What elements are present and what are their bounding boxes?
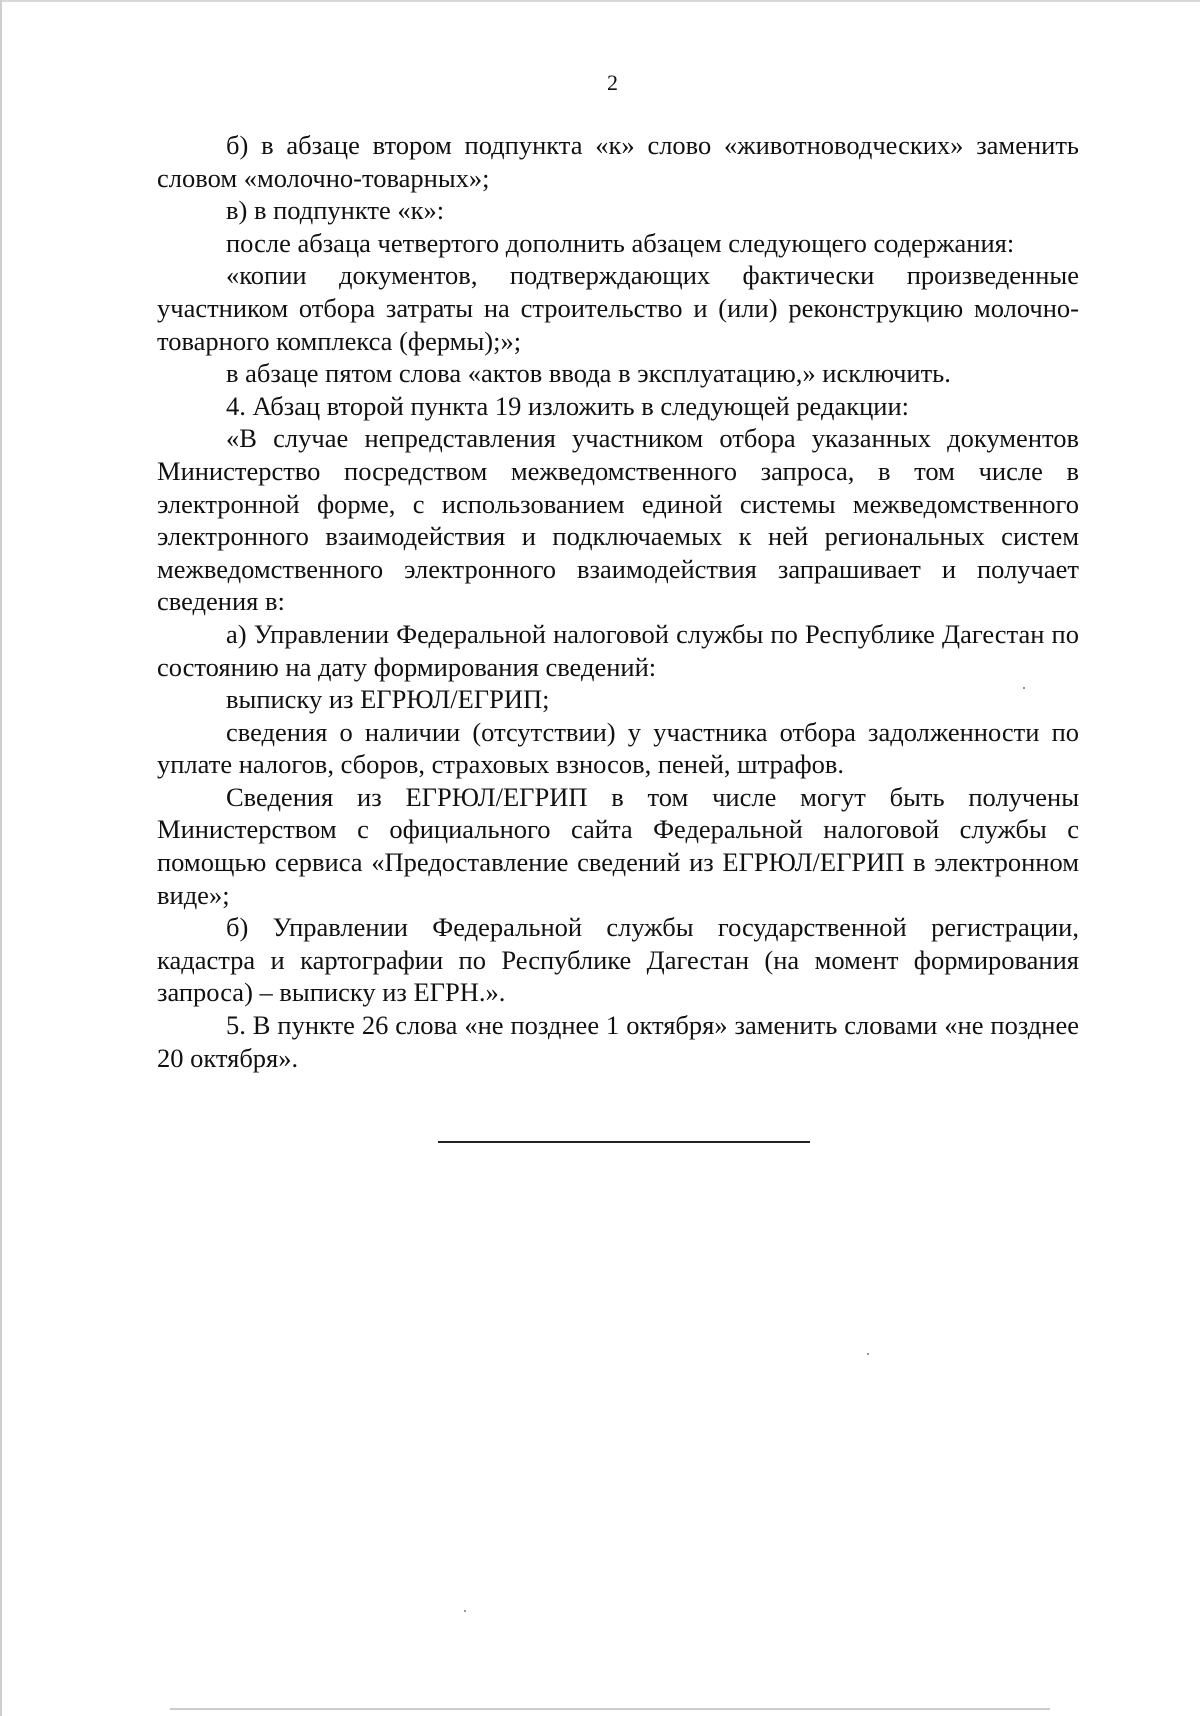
scan-edge-left	[0, 0, 2, 1716]
scan-speck	[464, 1610, 466, 1612]
paragraph: после абзаца четвертого дополнить абзацем следующего содержания:	[226, 227, 1015, 258]
scan-speck	[1023, 687, 1025, 689]
paragraph: выписку из ЕГРЮЛ/ЕГРИП;	[226, 684, 550, 715]
paragraph: сведения о наличии (отсутствии) у участника отбора задолженности по уплате налогов, сборов, страховых взносов, пеней, штрафов.	[157, 716, 1079, 780]
paragraph: 5. В пункте 26 слова «не позднее 1 октября» заменить словами «не позднее 20 октября».	[157, 1010, 1079, 1073]
scan-edge-top	[0, 0, 1200, 2]
closing-rule	[438, 1141, 810, 1143]
page-number: 2	[607, 70, 618, 95]
scan-speck	[867, 1353, 869, 1355]
paragraph: а) Управлении Федеральной налоговой службы по Республике Дагестан по состоянию на дату формирования сведений:	[157, 618, 1079, 682]
paragraph: Сведения из ЕГРЮЛ/ЕГРИП в том числе могут быть получены Министерством с официального сайта Федеральной налоговой службы с помощью сервиса «Предоставление сведений из ЕГРЮЛ/ЕГРИП в электронном виде»;	[157, 781, 1079, 910]
paragraph: «копии документов, подтверждающих фактически произведенные участником отбора затраты на строительство и (или) реконструкцию молочно-товарного комплекса (фермы);»;	[157, 260, 1079, 356]
paragraph: б) в абзаце втором подпункта «к» слово «животноводческих» заменить словом «молочно-товарных»;	[157, 130, 1079, 193]
paragraph: 4. Абзац второй пункта 19 изложить в следующей редакции:	[226, 390, 909, 421]
paragraph: в) в подпункте «к»:	[226, 195, 445, 226]
paragraph: в абзаце пятом слова «актов ввода в эксплуатацию,» исключить.	[226, 358, 951, 389]
document-body	[157, 129, 1079, 1074]
scan-edge-bottom	[170, 1708, 1050, 1710]
paragraph: б) Управлении Федеральной службы государственной регистрации, кадастра и картографии по Республике Дагестан (на момент формирования запроса) – выписку из ЕГРН.».	[157, 912, 1079, 1008]
paragraph: «В случае непредставления участником отбора указанных документов Министерство посредством межведомственного запроса, в том числе в электронной форме, с использованием единой системы межведомственного электронного взаимодействия и подключаемых к ней региональных систем межведомственного электронного взаимодействия запрашивает и получает сведения в:	[157, 423, 1079, 617]
